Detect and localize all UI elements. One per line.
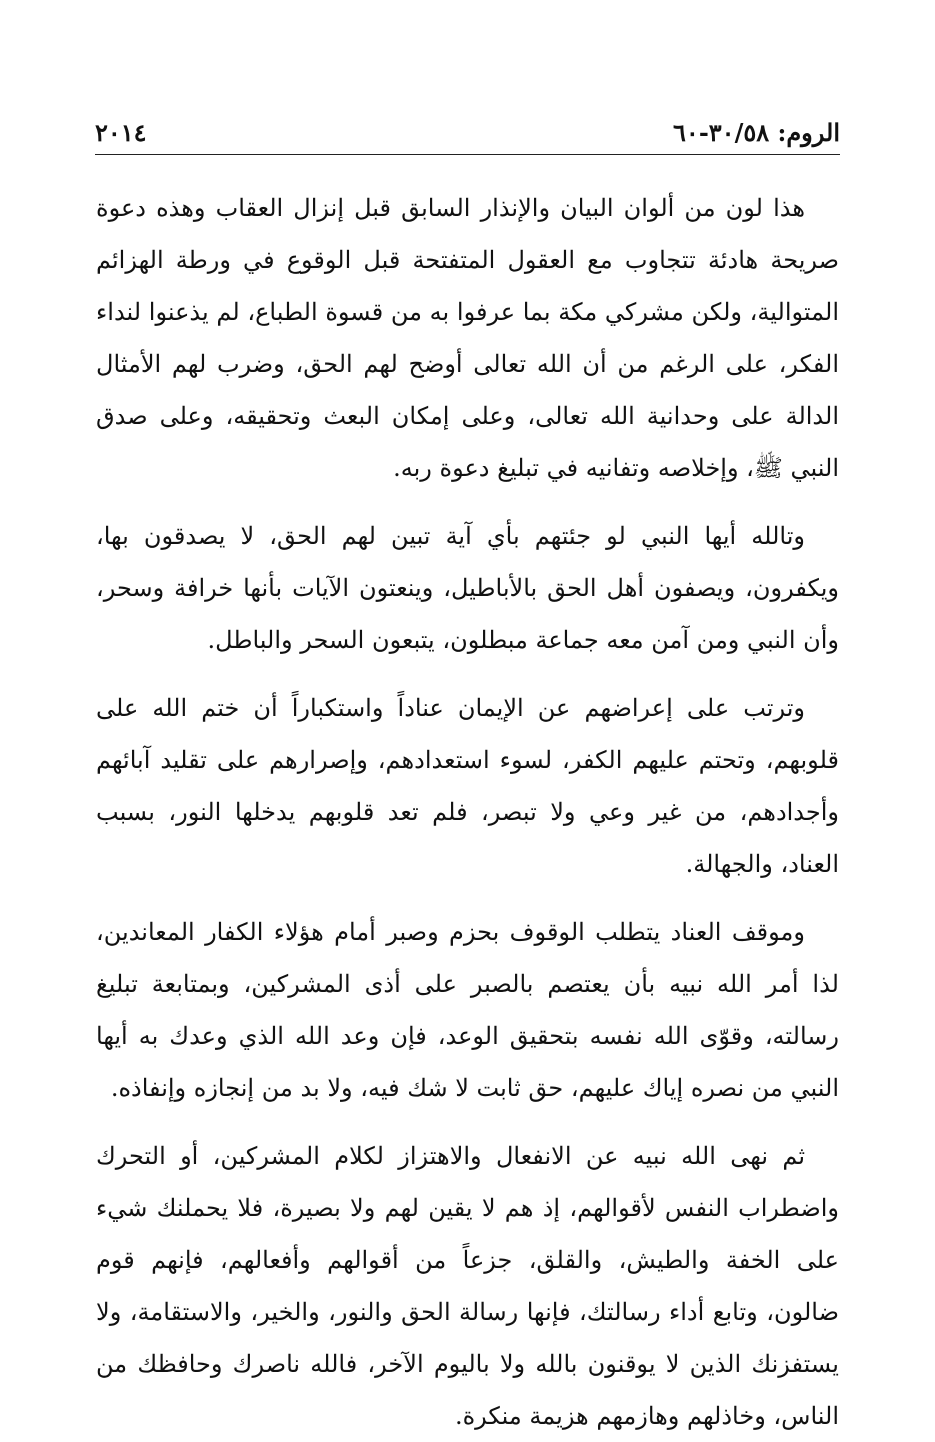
page-header	[95, 116, 840, 155]
body-text	[96, 182, 839, 1442]
paragraph: وتالله أيها النبي لو جئتهم بأي آية تبين لهم الحق، لا يصدقون بها، ويكفرون، ويصفون أهل الحق بالأباطيل، وينعتون الآيات بأنها خرافة وسحر، وأن النبي ومن آمن معه جماعة مبطلون، يتبعون السحر والباطل.	[96, 522, 839, 654]
paragraph: وترتب على إعراضهم عن الإيمان عناداً واستكباراً أن ختم الله على قلوبهم، وتحتم عليهم الكفر، لسوء استعدادهم، وإصرارهم على تقليد آبائهم وأجدادهم، من غير وعي ولا تبصر، فلم تعد قلوبهم يدخلها النور، بسبب العناد، والجهالة.	[96, 694, 839, 878]
paragraph: ثم نهى الله نبيه عن الانفعال والاهتزاز لكلام المشركين، أو التحرك واضطراب النفس لأقوالهم، إذ هم لا يقين لهم ولا بصيرة، فلا يحملنك شيء على الخفة والطيش، والقلق، جزعاً من أقوالهم وأفعالهم، فإنهم قوم ضالون، وتابع أداء رسالتك، فإنها رسالة الحق والنور، والخير، والاستقامة، ولا يستفزنك الذين لا يوقنون بالله ولا باليوم الآخر، فالله ناصرك وحافظك من الناس، وخاذلهم وهازمهم هزيمة منكرة.	[96, 1142, 839, 1430]
paragraph: وموقف العناد يتطلب الوقوف بحزم وصبر أمام هؤلاء الكفار المعاندين، لذا أمر الله نبيه بأن يعتصم بالصبر على أذى المشركين، وبمتابعة تبليغ رسالته، وقوّى الله نفسه بتحقيق الوعد، فإن وعد الله الذي وعدك به أيها النبي من نصره إياك عليهم، حق ثابت لا شك فيه، ولا بد من إنجازه وإنفاذه.	[96, 918, 839, 1102]
running-title: الروم: ٣٠/٥٨-٦٠	[673, 118, 840, 147]
page-number: ٢٠١٤	[95, 118, 147, 147]
paragraph: هذا لون من ألوان البيان والإنذار السابق قبل إنزال العقاب وهذه دعوة صريحة هادئة تتجاوب مع العقول المتفتحة قبل الوقوع في ورطة الهزائم المتوالية، ولكن مشركي مكة بما عرفوا به من قسوة الطباع، لم يذعنوا لنداء الفكر، على الرغم من أن الله تعالى أوضح لهم الحق، وضرب لهم الأمثال الدالة على وحدانية الله تعالى، وعلى إمكان البعث وتحقيقه، وعلى صدق النبي ﷺ، وإخلاصه وتفانيه في تبليغ دعوة ربه.	[96, 194, 839, 482]
